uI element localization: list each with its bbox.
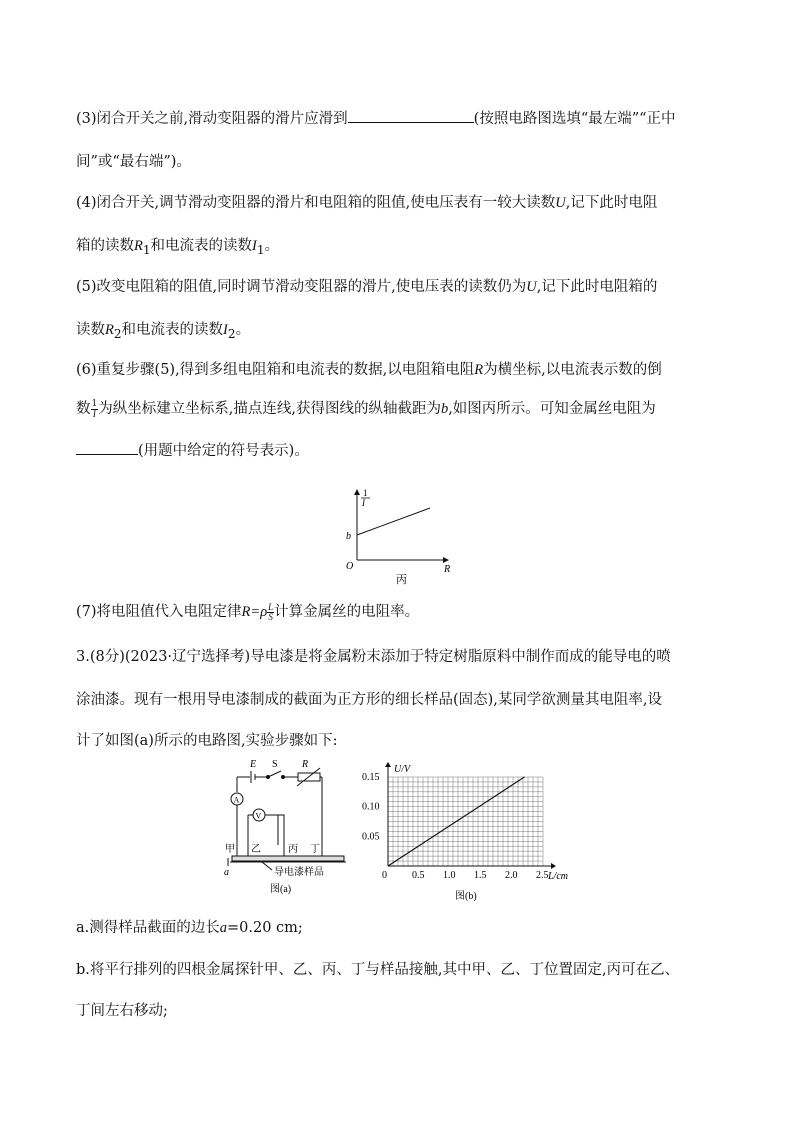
chart-tick-labels [362,772,549,881]
label-probe-ding: 丁 [310,844,320,855]
subscript: 1 [142,242,151,257]
label-ammeter: A [233,795,240,805]
voltmeter [253,809,265,821]
label-s: S [272,759,278,770]
step5-text: ,记下此时电阻箱的 [536,279,658,295]
label-probe-bing: 丙 [288,844,298,855]
figure-a-caption: 图(a) [270,884,292,895]
label-rheostat: R [302,759,309,770]
symbol-b: b [440,401,449,417]
step6-text: ,如图丙所示。可知金属丝电阻为 [448,401,656,417]
ammeter [231,793,243,805]
step6-line3 [76,440,718,461]
x-tick-label: 1.0 [443,870,456,881]
q3-line2 [76,690,718,710]
intercept-label: b [346,531,351,542]
step4-line2 [76,236,718,260]
rheostat-arrow [297,768,320,786]
x-tick-label: 2.0 [505,870,518,881]
chart-grid [388,777,543,866]
step-b-line1 [76,960,718,980]
chart-y-label: U/V [394,764,411,775]
symbol-r: R [134,238,143,254]
subscript: 2 [113,326,122,341]
x-tick-label: 2.5 [536,870,549,881]
step4-line1 [76,193,718,213]
q3-line1 [76,647,718,667]
symbol-r: R [105,322,114,338]
step5-text: (5)改变电阻箱的阻值,同时调节滑动变阻器的滑片,使电压表的读数仍为 [76,279,527,295]
series-line [388,777,524,866]
step7-line [76,602,718,622]
step4-text: 。 [264,238,280,254]
origin-label: O [346,561,354,572]
label-voltmeter: V [255,811,262,821]
step-b-text: b.将平行排列的四根金属探针甲、乙、丙、丁与样品接触,其中甲、乙、丁位置固定,丙可在乙、 [76,962,680,978]
step7-text: (7)将电阻值代入电阻定律 [76,604,242,620]
voltmeter-wire-hook [278,815,284,845]
x-tick-label: 0.5 [412,870,425,881]
y-tick-label: 0.10 [362,801,380,813]
q3-text: 涂油漆。现有一根用导电漆制成的截面为正方形的细长样品(固态),某同学欲测量其电阻率,设 [76,692,663,708]
resistance-formula: R=ρ [241,604,268,620]
step3-line2-text: 间”或“最右端”)。 [76,154,191,170]
switch-blade [268,771,281,777]
step3-suffix: (按照电路图选填“最左端”“正中 [473,111,676,127]
step5-text: 读数 [76,322,105,338]
y-axis-label-num: 1 [363,488,368,498]
step-a-line [76,918,718,938]
fraction-denominator: I [92,408,96,419]
chart-axes [385,762,556,869]
q3-text: 3.(8分)(2023·辽宁选择考)导电漆是将金属粉末添加于特定树脂原料中制作而成的能导电的喷 [76,649,671,665]
fraction-denominator: S [268,611,273,622]
chart-series [388,777,524,866]
y-axis-label-den: I [362,498,365,508]
symbol-r: R [474,362,484,378]
step5-line2 [76,320,718,344]
step6-text: (用题中给定的符号表示)。 [138,443,309,459]
step6-text: 为横坐标,以电流表示数的倒 [483,362,662,378]
switch-contact-right [282,776,285,779]
answer-blank[interactable] [348,108,474,123]
x-axis-arrow [551,863,556,869]
rheostat-body [298,773,320,781]
symbol-u: U [526,279,537,295]
step4-text: (4)闭合开关,调节滑动变阻器的滑片和电阻箱的阻值,使电压表有一较大读数 [76,195,556,211]
step3-line1 [76,108,718,129]
step5-text: 。 [235,322,251,338]
symbol-i: I [252,238,257,254]
q3-text: 计了如图(a)所示的电路图,实验步骤如下: [76,733,338,749]
figure-caption: 丙 [396,574,407,586]
label-side-a: a [224,867,229,878]
label-e: E [250,759,257,770]
sample-bar [232,856,344,861]
q3-line3 [76,731,718,751]
step6-text: 为纵坐标建立坐标系,描点连线,获得图线的纵轴截距为 [98,401,441,417]
step4-text: 和电流表的读数 [150,238,253,254]
step5-text: 和电流表的读数 [121,322,224,338]
label-probe-jia: 甲 [225,844,235,855]
y-axis-arrow [385,762,391,767]
label-probe-yi: 乙 [251,844,261,855]
symbol-u: U [555,195,566,211]
step3-prefix: (3)闭合开关之前,滑动变阻器的滑片应滑到 [76,111,348,127]
chart-x-label: L/cm [548,871,568,882]
step-b-line2 [76,1001,718,1021]
step6-text: 数 [76,401,91,417]
step-a-text: a.测得样品截面的边长 [76,920,220,936]
graph-line [357,508,430,535]
step6-text: (6)重复步骤(5),得到多组电阻箱和电流表的数据,以电阻箱电阻 [76,362,475,378]
label-sample: 导电漆样品 [274,867,324,878]
switch-contact-left [267,776,270,779]
y-tick-label: 0.15 [362,772,380,783]
x-axis-label: R [444,564,451,575]
x-tick-label: 1.5 [474,870,487,881]
y-tick-label: 0.05 [362,831,380,843]
step6-line2 [76,399,718,419]
step6-line1 [76,360,718,380]
figure-b-caption: 图(b) [455,891,477,902]
answer-blank[interactable] [76,440,138,455]
step-b-text: 丁间左右移动; [76,1003,168,1019]
x-tick-label: 0 [382,870,387,881]
symbol-i: I [223,322,228,338]
step-a-text: =0.20 cm; [227,920,303,936]
step5-line1 [76,277,718,297]
fraction-numerator: 1 [91,398,98,409]
step3-line2 [76,152,718,172]
step4-text: ,记下此时电阻 [565,195,658,211]
subscript: 2 [227,326,236,341]
subscript: 1 [256,242,265,257]
step4-text: 箱的读数 [76,238,134,254]
fraction-numerator: L [268,601,274,612]
symbol-a: a [219,920,228,936]
step7-text: 计算金属丝的电阻率。 [274,604,420,620]
sample-leader [262,862,272,870]
